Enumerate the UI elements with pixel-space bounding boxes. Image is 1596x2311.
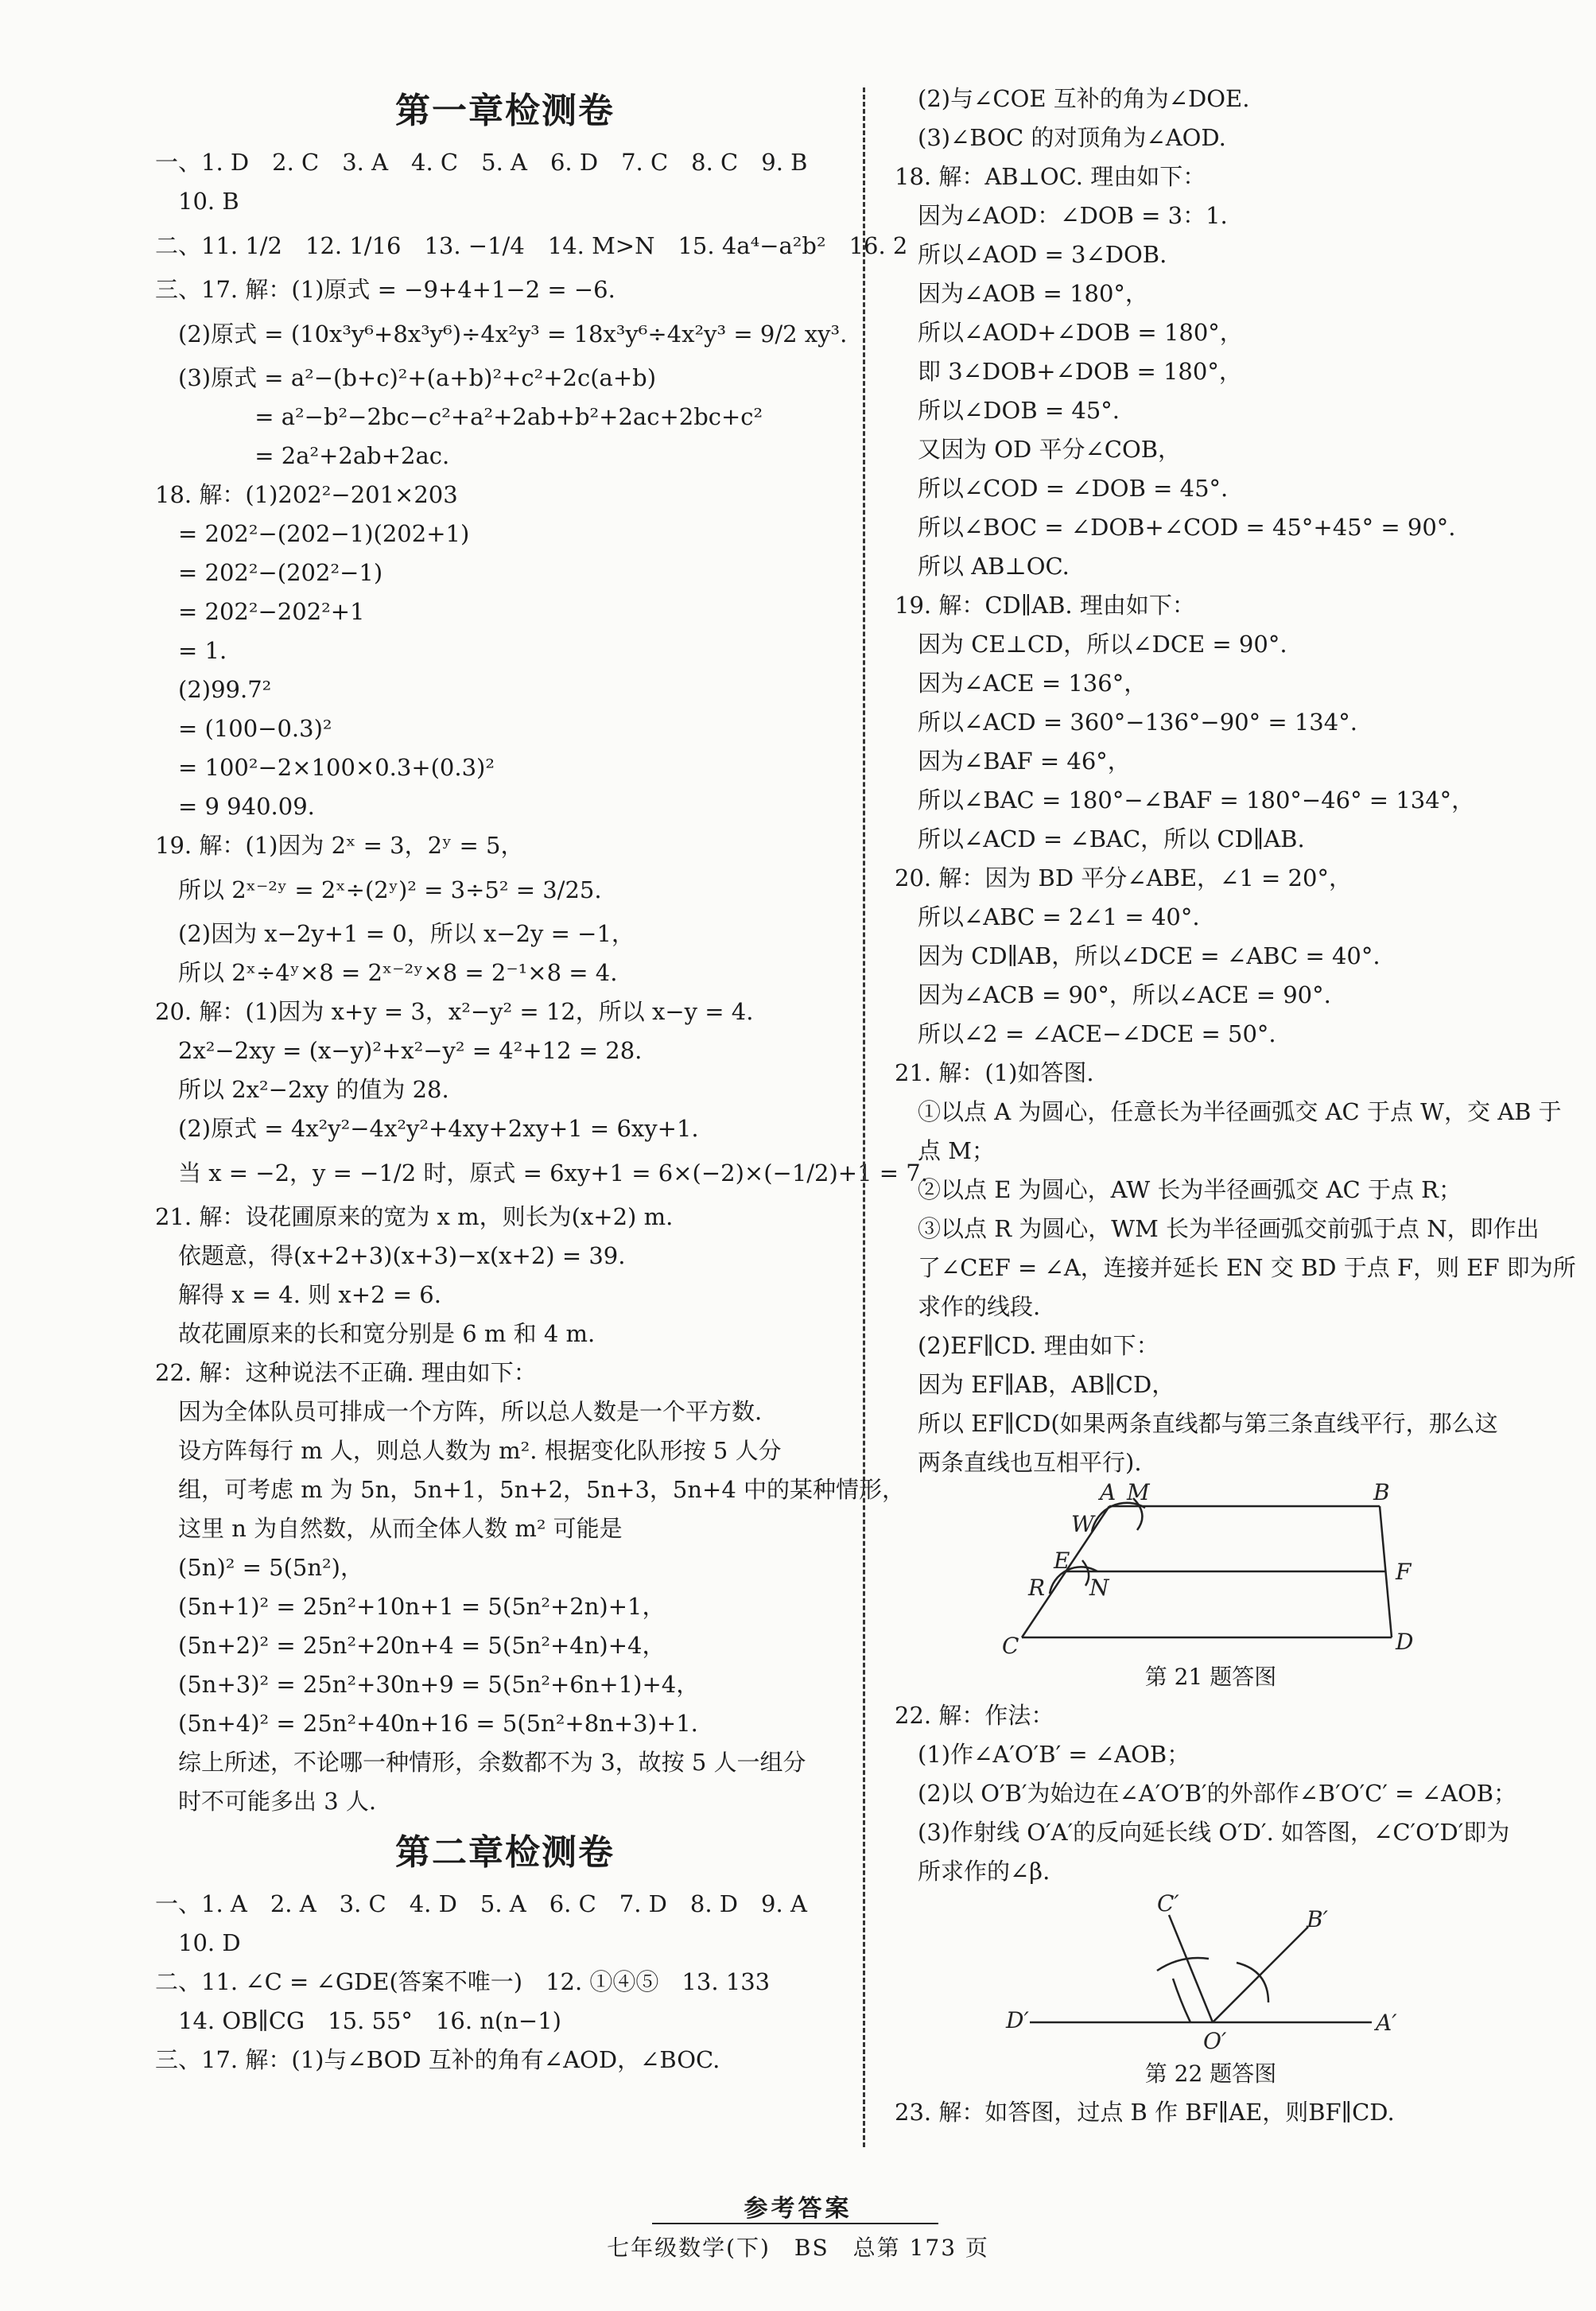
footer-rule [652,2223,938,2224]
answer-line: 所以 2x²−2xy 的值为 28. [155,1076,449,1103]
answer-line: 三、17. 解：(1)与∠BOD 互补的角有∠AOD，∠BOC. [155,2046,720,2073]
answer-line: 因为全体队员可排成一个方阵，所以总人数是一个平方数. [155,1398,763,1425]
answer-line: (2)原式 = 4x²y²−4x²y²+4xy+2xy+1 = 6xy+1. [155,1115,699,1142]
answer-line: 因为 EF∥AB，AB∥CD， [895,1371,1175,1398]
answer-line: 21. 解：(1)如答图. [895,1059,1094,1086]
label-W: W [1071,1511,1094,1537]
answer-line: 22. 解：这种说法不正确. 理由如下： [155,1359,537,1386]
chapter-2-title: 第二章检测卷 [395,1832,615,1873]
answer-line: (2)与∠COE 互补的角为∠DOE. [895,85,1250,112]
answer-line: 求作的线段. [895,1293,1041,1320]
answer-line: 所以∠COD = ∠DOB = 45°. [895,475,1229,502]
label-C-prime: C′ [1157,1891,1179,1917]
answer-line: 又因为 OD 平分∠COB， [895,436,1182,463]
answer-line: (5n+2)² = 25n²+20n+4 = 5(5n²+4n)+4， [155,1632,666,1659]
answer-line: (3)∠BOC 的对顶角为∠AOD. [895,124,1226,151]
label-R: R [1028,1575,1046,1601]
footer-title: 参考答案 [744,2195,852,2223]
answer-line: 22. 解：作法： [895,1702,1054,1729]
figure-22-caption: 第 22 题答图 [1144,2060,1277,2087]
figure-22-diagram [895,1891,1527,2054]
answer-line: = 202²−202²+1 [155,598,365,625]
answer-line: 依题意，得(x+2+3)(x+3)−x(x+2) = 39. [155,1242,626,1269]
answer-line: 所以 2ˣ÷4ʸ×8 = 2ˣ⁻²ʸ×8 = 2⁻¹×8 = 4. [155,959,618,986]
answer-line: (2)因为 x−2y+1 = 0，所以 x−2y = −1， [155,920,635,947]
answer-line: (5n+1)² = 25n²+10n+1 = 5(5n²+2n)+1， [155,1593,666,1620]
answer-line: (2)EF∥CD. 理由如下： [895,1332,1159,1359]
answer-line: 19. 解：CD∥AB. 理由如下： [895,592,1195,619]
answer-line: 所以∠BAC = 180°−∠BAF = 180°−46° = 134°， [895,787,1475,814]
footer-page-info: 七年级数学(下) BS 总第 173 页 [607,2235,989,2261]
answer-line: 所以∠ACD = 360°−136°−90° = 134°. [895,709,1357,736]
label-M: M [1127,1482,1150,1505]
answer-line: 所以∠DOB = 45°. [895,397,1120,424]
right-column [895,80,1576,2132]
answer-line: 点 M； [895,1137,995,1164]
answer-line: = 9 940.09. [155,793,315,820]
answer-line: 20. 解：(1)因为 x+y = 3，x²−y² = 12，所以 x−y = 4. [155,998,754,1025]
answer-line: 当 x = −2，y = −1/2 时，原式 = 6xy+1 = 6×(−2)×(−1/2)+1 = 7. [155,1159,928,1187]
label-B: B [1373,1482,1390,1505]
answer-line: 所以∠ACD = ∠BAC，所以 CD∥AB. [895,825,1305,853]
answer-line: = 202²−(202−1)(202+1) [155,520,470,547]
answer-line: ③以点 R 为圆心，WM 长为半径画弧交前弧于点 N，即作出 [895,1215,1540,1242]
answer-line: 综上所述，不论哪一种情形，余数都不为 3，故按 5 人一组分 [155,1749,806,1776]
answer-line: 所以∠AOD = 3∠DOB. [895,241,1167,268]
figure-21-diagram [895,1482,1527,1657]
answer-line: 解得 x = 4. 则 x+2 = 6. [155,1281,441,1308]
answer-line: ②以点 E 为圆心，AW 长为半径画弧交 AC 于点 R； [895,1176,1462,1203]
answer-line: (2)以 O′B′为始边在∠A′O′B′的外部作∠B′O′C′ = ∠AOB； [895,1780,1517,1807]
figure-22 [895,1891,1527,2054]
answer-line: 二、11. 1/2 12. 1/16 13. −1/4 14. M>N 15. 4a⁴−a²b² 16. 2 [155,232,908,259]
answer-line: (3)原式 = a²−(b+c)²+(a+b)²+c²+2c(a+b) [155,364,657,391]
answer-line: 一、1. A 2. A 3. C 4. D 5. A 6. C 7. D 8. D 9. A [155,1890,807,1917]
answer-line: 两条直线也互相平行). [895,1449,1142,1476]
answer-line: = a²−b²−2bc−c²+a²+2ab+b²+2ac+2bc+c² [155,403,763,430]
answer-line: 因为∠ACB = 90°，所以∠ACE = 90°. [895,981,1331,1008]
answer-line: = 2a²+2ab+2ac. [155,442,450,469]
answer-line: 20. 解：因为 BD 平分∠ABE，∠1 = 20°， [895,864,1352,891]
answer-line: 二、11. ∠C = ∠GDE(答案不唯一) 12. ①④⑤ 13. 133 [155,1968,771,1995]
label-A-prime: A′ [1376,2010,1397,2036]
answer-line: 10. D [155,1929,241,1956]
answer-line: (5n+4)² = 25n²+40n+16 = 5(5n²+8n+3)+1. [155,1710,698,1737]
answer-line: 2x²−2xy = (x−y)²+x²−y² = 4²+12 = 28. [155,1037,643,1064]
answer-line: 因为∠ACE = 136°， [895,670,1147,697]
figure-21 [895,1482,1527,1657]
answer-line: = 202²−(202²−1) [155,559,383,586]
answer-line: 所以 EF∥CD(如果两条直线都与第三条直线平行，那么这 [895,1410,1498,1437]
answer-line: 因为 CD∥AB，所以∠DCE = ∠ABC = 40°. [895,942,1380,969]
answer-line: 因为∠BAF = 46°， [895,748,1131,775]
answer-line: = 1. [155,637,227,664]
answer-line: 一、1. D 2. C 3. A 4. C 5. A 6. D 7. C 8. C 9. B [155,149,808,176]
answer-line: 设方阵每行 m 人，则总人数为 m². 根据变化队形按 5 人分 [155,1437,782,1464]
answer-line: (2)原式 = (10x³y⁶+8x³y⁶)÷4x²y³ = 18x³y⁶÷4x²y³ = 9/2 xy³. [155,320,848,348]
answer-line: ①以点 A 为圆心，任意长为半径画弧交 AC 于点 W，交 AB 于 [895,1098,1562,1125]
label-F: F [1396,1559,1412,1585]
answer-line: 所求作的∠β. [895,1858,1050,1885]
answer-line: 所以∠ABC = 2∠1 = 40°. [895,903,1200,930]
answer-line: 21. 解：设花圃原来的宽为 x m，则长为(x+2) m. [155,1203,674,1230]
answer-line: 因为∠AOB = 180°， [895,280,1148,307]
answer-line: 组，可考虑 m 为 5n，5n+1，5n+2，5n+3，5n+4 中的某种情形， [155,1476,906,1503]
answer-line: 所以∠AOD+∠DOB = 180°， [895,319,1243,346]
chapter-1-title: 第一章检测卷 [395,91,615,131]
label-A: A [1100,1482,1116,1505]
answer-line: 19. 解：(1)因为 2ˣ = 3，2ʸ = 5， [155,832,524,859]
answer-line: 即 3∠DOB+∠DOB = 180°， [895,358,1242,385]
answer-line: 所以 AB⊥OC. [895,553,1070,580]
answer-line: 这里 n 为自然数，从而全体人数 m² 可能是 [155,1515,623,1542]
answer-line: 因为 CE⊥CD，所以∠DCE = 90°. [895,631,1287,658]
answer-line: 18. 解：(1)202²−201×203 [155,481,458,508]
label-B-prime: B′ [1307,1906,1328,1932]
answer-line: 所以 2ˣ⁻²ʸ = 2ˣ÷(2ʸ)² = 3÷5² = 3/25. [155,876,602,903]
answer-line: 所以∠2 = ∠ACE−∠DCE = 50°. [895,1020,1276,1047]
answer-line: 因为∠AOD：∠DOB = 3：1. [895,202,1228,229]
label-D-prime: D′ [1006,2007,1029,2033]
answer-line: (5n+3)² = 25n²+30n+9 = 5(5n²+6n+1)+4， [155,1671,700,1698]
answer-line: (3)作射线 O′A′的反向延长线 O′D′. 如答图，∠C′O′D′即为 [895,1819,1510,1846]
column-divider [863,87,865,2147]
answer-line: 了∠CEF = ∠A，连接并延长 EN 交 BD 于点 F，则 EF 即为所 [895,1254,1576,1281]
left-column [155,80,928,2080]
answer-line: (1)作∠A′O′B′ = ∠AOB； [895,1741,1190,1768]
answer-line: 所以∠BOC = ∠DOB+∠COD = 45°+45° = 90°. [895,514,1456,541]
answer-line: 时不可能多出 3 人. [155,1788,377,1815]
answer-line: (5n)² = 5(5n²)， [155,1554,363,1581]
answer-line: = (100−0.3)² [155,715,332,742]
figure-21-caption: 第 21 题答图 [1144,1664,1277,1690]
answer-line: 18. 解：AB⊥OC. 理由如下： [895,163,1206,190]
label-N: N [1089,1575,1109,1601]
label-C: C [1002,1633,1019,1657]
answer-line: = 100²−2×100×0.3+(0.3)² [155,754,495,781]
answer-line: 23. 解：如答图，过点 B 作 BF∥AE，则BF∥CD. [895,2099,1395,2126]
answer-line: 14. OB∥CG 15. 55° 16. n(n−1) [155,2007,561,2034]
answer-line: (2)99.7² [155,676,272,703]
label-D: D [1396,1629,1414,1655]
label-E: E [1054,1548,1070,1574]
label-O-prime: O′ [1203,2028,1227,2054]
answer-line: 三、17. 解：(1)原式 = −9+4+1−2 = −6. [155,276,615,303]
answer-line: 10. B [155,188,239,215]
answer-line: 故花圃原来的长和宽分别是 6 m 和 4 m. [155,1320,596,1347]
